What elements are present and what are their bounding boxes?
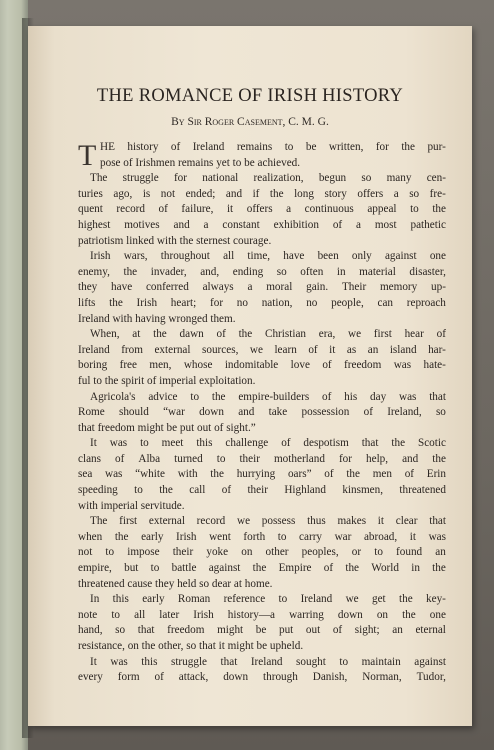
byline-author: Sir Roger Casement, [187, 116, 286, 128]
text-line: when the early Irish went forth to carry war abroad, it was [78, 530, 446, 543]
text-line: every form of attack, down through Danish, Norman, Tudor, [78, 671, 446, 684]
text-line: In this early Roman reference to Ireland we get the key- [90, 593, 446, 606]
text-line: turies ago, is not ended; and if the long story offers a so fre- [78, 187, 446, 200]
byline-prefix: By [171, 116, 185, 128]
byline-honors: C. M. G. [288, 116, 329, 128]
text-line: they have conferred always a moral gain. Their memory up- [78, 281, 446, 294]
text-line: highest motives and a constant exhibition of a most pathetic [78, 218, 446, 231]
text-line: enemy, the invader, and, ending so often in material disaster, [78, 265, 446, 278]
text-line: that freedom might be put out of sight.” [78, 421, 256, 434]
text-line: pose of Irishmen remains yet to be achieved. [100, 156, 301, 169]
text-line: patriotism linked with the sternest courage. [78, 234, 272, 247]
text-line: not to impose their yoke on other peoples, or to found an [78, 546, 446, 559]
text-line: with imperial servitude. [78, 499, 185, 512]
text-line: Agricola's advice to the empire-builders of his day was that [90, 390, 446, 403]
text-line: lifts the Irish heart; for no nation, no people, can reproach [78, 296, 446, 309]
text-line: ful to the spirit of imperial exploitation. [78, 374, 256, 387]
text-line: When, at the dawn of the Christian era, we first hear of [90, 328, 446, 341]
text-line: HE history of Ireland remains to be written, for the pur- [100, 141, 446, 153]
text-line: Ireland with having wronged them. [78, 312, 236, 325]
text-line: Irish wars, throughout all time, have been only against one [90, 250, 446, 263]
text-line: It was to meet this challenge of despotism that the Scotic [90, 437, 446, 450]
text-line: It was this struggle that Ireland sought to maintain against [90, 655, 446, 668]
text-line: boring free men, whose indomitable love of freedom was hate- [78, 359, 446, 372]
text-line: The struggle for national realization, begun so many cen- [90, 172, 446, 185]
text-line: sea was “white with the hurrying oars” of the men of Erin [78, 468, 446, 481]
text-line: Ireland from external sources, we learn of it as an island har- [78, 343, 446, 356]
text-line: hand, so that freedom might be put out of sight; an eternal [78, 624, 446, 637]
article-body [78, 140, 446, 686]
text-line: clans of Alba turned to their motherland for help, and the [78, 452, 446, 465]
text-line: note to all later Irish history—a warring down on the one [78, 608, 446, 621]
article-title: THE ROMANCE OF IRISH HISTORY [96, 86, 404, 106]
text-line: threatened cause they held so dear at home. [78, 577, 273, 590]
byline [28, 116, 472, 128]
drop-cap: T [78, 139, 97, 172]
text-line: The first external record we possess thus makes it clear that [90, 515, 446, 528]
text-line: speeding to the call of their Highland kinsmen, threatened [78, 484, 446, 497]
text-line: resistance, on the other, so that it might be upheld. [78, 640, 304, 652]
text-line: quent record of failure, it offers a continuous appeal to the [78, 203, 446, 216]
book-page [28, 26, 472, 726]
text-line: Rome should “war down and take possession of Ireland, so [78, 406, 446, 419]
text-line: empire, but to battle against the Empire of the World in the [78, 562, 446, 575]
